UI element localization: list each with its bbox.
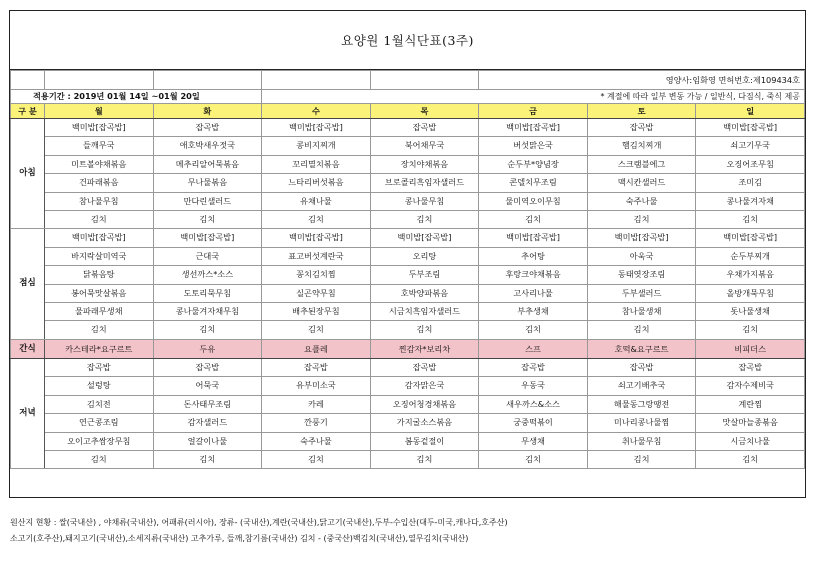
meal-row [11,395,805,413]
menu-cell: 찐감자*보리차 [370,339,479,358]
menu-cell: 새우까스&소스 [479,395,588,413]
menu-cell: 잡곡밥 [479,358,588,376]
menu-cell: 장치야채볶음 [370,155,479,173]
menu-cell: 오징어청경채볶음 [370,395,479,413]
menu-cell: 감자수제비국 [696,377,805,395]
menu-cell: 김치 [262,450,371,468]
period-row [11,90,805,104]
menu-cell: 백미밥[잡곡밥] [262,229,371,247]
meal-row [11,247,805,265]
menu-cell: 숙주나물 [262,432,371,450]
menu-cell: 김치 [696,321,805,339]
meal-label: 간식 [11,339,45,358]
menu-cell: 김치 [479,321,588,339]
menu-cell: 어묵국 [153,377,262,395]
menu-cell: 콩나물겨자채 [696,192,805,210]
menu-cell: 백미밥[잡곡밥] [45,229,154,247]
menu-cell: 스프 [479,339,588,358]
menu-cell: 백미밥[잡곡밥] [696,229,805,247]
meal-row [11,119,805,137]
menu-cell: 표고버섯계란국 [262,247,371,265]
blank-cell [262,71,371,90]
menu-cell: 잡곡밥 [370,358,479,376]
menu-cell: 김치 [370,321,479,339]
menu-cell: 느타리버섯볶음 [262,174,371,192]
day-thursday: 목 [370,104,479,119]
menu-cell: 얼갈이나물 [153,432,262,450]
menu-cell: 미트볼야채볶음 [45,155,154,173]
day-friday: 금 [479,104,588,119]
menu-cell: 김치 [587,450,696,468]
meal-label: 아침 [11,119,45,229]
menu-cell: 꽁치김치찜 [262,266,371,284]
menu-cell: 배추된장무침 [262,303,371,321]
header-row [11,104,805,119]
menu-cell: 들깨무국 [45,137,154,155]
origin-line-1: 원산지 현황 : 쌀(국내산) , 야채류(국내산), 어패류(러시아), 장류- (국내산),계란(국내산),닭고기(국내산),두부-수입산(대두-미국,캐나다,호주산) [10,518,508,527]
menu-cell: 물파래무생채 [45,303,154,321]
menu-cell: 김치 [262,211,371,229]
meal-row [11,137,805,155]
menu-cell: 백미밥[잡곡밥] [479,119,588,137]
menu-cell: 우채가지볶음 [696,266,805,284]
menu-cell: 잡곡밥 [45,358,154,376]
meal-row [11,284,805,302]
menu-cell: 김치 [153,321,262,339]
menu-cell: 오징어조무침 [696,155,805,173]
menu-cell: 연근콩조림 [45,414,154,432]
menu-cell: 부추생채 [479,303,588,321]
menu-cell: 돗나물생채 [696,303,805,321]
menu-cell: 순두부*양념장 [479,155,588,173]
menu-cell: 건파래볶음 [45,174,154,192]
menu-cell: 북어채무국 [370,137,479,155]
menu-cell: 유부미소국 [262,377,371,395]
day-saturday: 토 [587,104,696,119]
menu-cell: 김치 [696,450,805,468]
day-tuesday: 화 [153,104,262,119]
menu-cell: 백미밥[잡곡밥] [262,119,371,137]
menu-cell: 쇠고기무국 [696,137,805,155]
menu-cell: 백미밥[잡곡밥] [587,229,696,247]
menu-cell: 김치 [479,211,588,229]
menu-cell: 깐풍기 [262,414,371,432]
menu-cell: 조미김 [696,174,805,192]
menu-cell: 호떡&요구르트 [587,339,696,358]
menu-cell: 잡곡밥 [587,119,696,137]
menu-cell: 우동국 [479,377,588,395]
menu-cell: 잡곡밥 [153,119,262,137]
day-wednesday: 수 [262,104,371,119]
menu-cell: 두부샐러드 [587,284,696,302]
menu-cell: 비피더스 [696,339,805,358]
menu-cell: 김치 [45,321,154,339]
menu-cell: 고사리나물 [479,284,588,302]
meal-row [11,450,805,468]
menu-table [10,70,805,469]
menu-cell: 잡곡밥 [262,358,371,376]
menu-cell: 백미밥[잡곡밥] [479,229,588,247]
meal-row [11,174,805,192]
menu-cell: 생선까스*소스 [153,266,262,284]
menu-cell: 후랑크야채볶음 [479,266,588,284]
meal-row [11,211,805,229]
menu-cell: 맥시칸샐러드 [587,174,696,192]
menu-cell: 맛살마늘종볶음 [696,414,805,432]
meal-label: 점심 [11,229,45,339]
menu-cell: 순두부찌개 [696,247,805,265]
menu-cell: 메추리알어묵볶음 [153,155,262,173]
menu-cell: 김치 [45,450,154,468]
menu-cell: 미나리콩나물찜 [587,414,696,432]
menu-cell: 콩나물무침 [370,192,479,210]
menu-cell: 만다린샐러드 [153,192,262,210]
day-sunday: 일 [696,104,805,119]
menu-cell: 요플레 [262,339,371,358]
menu-cell: 봉어묵맛살볶음 [45,284,154,302]
apply-period: 적용기간 : 2019년 01월 14일 ~01월 20일 [11,90,262,104]
day-monday: 월 [45,104,154,119]
menu-cell: 궁중떡볶이 [479,414,588,432]
menu-cell: 돈사태무조림 [153,395,262,413]
meal-row [11,321,805,339]
staff-row [11,71,805,90]
menu-cell: 카레 [262,395,371,413]
snack-row [11,339,805,358]
menu-cell: 시금치흑임자샐러드 [370,303,479,321]
menu-cell: 가지굴소스볶음 [370,414,479,432]
blank-cell [11,71,45,90]
menu-cell: 잡곡밥 [153,358,262,376]
meal-row [11,303,805,321]
menu-cell: 취나물무침 [587,432,696,450]
menu-cell: 올방개묵무침 [696,284,805,302]
menu-cell: 유채나물 [262,192,371,210]
menu-cell: 콩비지찌개 [262,137,371,155]
menu-cell: 브로콜리흑임자샐러드 [370,174,479,192]
menu-cell: 닭볶음탕 [45,266,154,284]
menu-cell: 김치 [696,211,805,229]
meal-row [11,358,805,376]
meal-label: 저녁 [11,358,45,468]
page-title: 요양원 1월식단표(3주) [10,11,805,70]
menu-cell: 콩나물겨자채무침 [153,303,262,321]
menu-cell: 버섯맑은국 [479,137,588,155]
menu-cell: 바지락살미역국 [45,247,154,265]
menu-cell: 도토리묵무침 [153,284,262,302]
blank-cell [153,71,262,90]
meal-row [11,192,805,210]
menu-cell: 김치 [587,211,696,229]
menu-cell: 계란찜 [696,395,805,413]
menu-cell: 무생채 [479,432,588,450]
menu-cell: 애호박새우젓국 [153,137,262,155]
menu-cell: 잡곡밥 [370,119,479,137]
menu-cell: 김치 [479,450,588,468]
menu-cell: 꼬리멸치볶음 [262,155,371,173]
menu-cell: 무나물볶음 [153,174,262,192]
menu-cell: 숙주나물 [587,192,696,210]
menu-cell: 쇠고기배추국 [587,377,696,395]
menu-cell: 김치 [153,450,262,468]
menu-cell: 백미밥[잡곡밥] [370,229,479,247]
menu-cell: 스크램블에그 [587,155,696,173]
menu-cell: 김치 [45,211,154,229]
menu-cell: 김치 [262,321,371,339]
menu-cell: 김치 [587,321,696,339]
menu-cell: 감자샐러드 [153,414,262,432]
meal-row [11,155,805,173]
menu-cell: 오이고추쌈장무침 [45,432,154,450]
menu-cell: 김치전 [45,395,154,413]
meal-row [11,229,805,247]
menu-note: * 계절에 따라 일부 변동 가능 / 일반식, 다짐식, 죽식 제공 [262,90,805,104]
menu-cell: 두유 [153,339,262,358]
menu-cell: 김치 [370,450,479,468]
origin-line-2: 소고기(호주산),돼지고기(국내산),소세지류(국내산) 고추가루, 들깨,참기름(국내산) 김치 - (중국산)백김치(국내산),열무김치(국내산) [10,534,469,543]
menu-cell: 근대국 [153,247,262,265]
menu-cell: 동태엿장조림 [587,266,696,284]
menu-cell: 실곤약무침 [262,284,371,302]
menu-cell: 김치 [370,211,479,229]
menu-cell: 아욱국 [587,247,696,265]
menu-cell: 봄동겉절이 [370,432,479,450]
menu-cell: 백미밥[잡곡밥] [153,229,262,247]
menu-cell: 설렁탕 [45,377,154,395]
menu-sheet [9,10,806,498]
dietitian-info: 영양사:임화영 면허번호:제109434호 [479,71,805,90]
menu-cell: 카스테라*요구르트 [45,339,154,358]
menu-cell: 호박양파볶음 [370,284,479,302]
menu-cell: 해물동그랑땡전 [587,395,696,413]
blank-cell [45,71,154,90]
menu-cell: 감자맑은국 [370,377,479,395]
menu-cell: 김치 [153,211,262,229]
menu-cell: 잡곡밥 [696,358,805,376]
meal-row [11,432,805,450]
menu-cell: 백미밥[잡곡밥] [696,119,805,137]
header-label: 구 분 [11,104,45,119]
meal-row [11,414,805,432]
menu-cell: 콘델치무조림 [479,174,588,192]
meal-row [11,377,805,395]
menu-cell: 추어탕 [479,247,588,265]
menu-cell: 잡곡밥 [587,358,696,376]
menu-cell: 물미역오이무침 [479,192,588,210]
menu-cell: 시금치나물 [696,432,805,450]
menu-cell: 오리탕 [370,247,479,265]
menu-cell: 참나물무침 [45,192,154,210]
menu-cell: 백미밥[잡곡밥] [45,119,154,137]
menu-cell: 햄김치찌개 [587,137,696,155]
menu-cell: 참나물생채 [587,303,696,321]
meal-row [11,266,805,284]
menu-cell: 두부조림 [370,266,479,284]
blank-cell [370,71,479,90]
